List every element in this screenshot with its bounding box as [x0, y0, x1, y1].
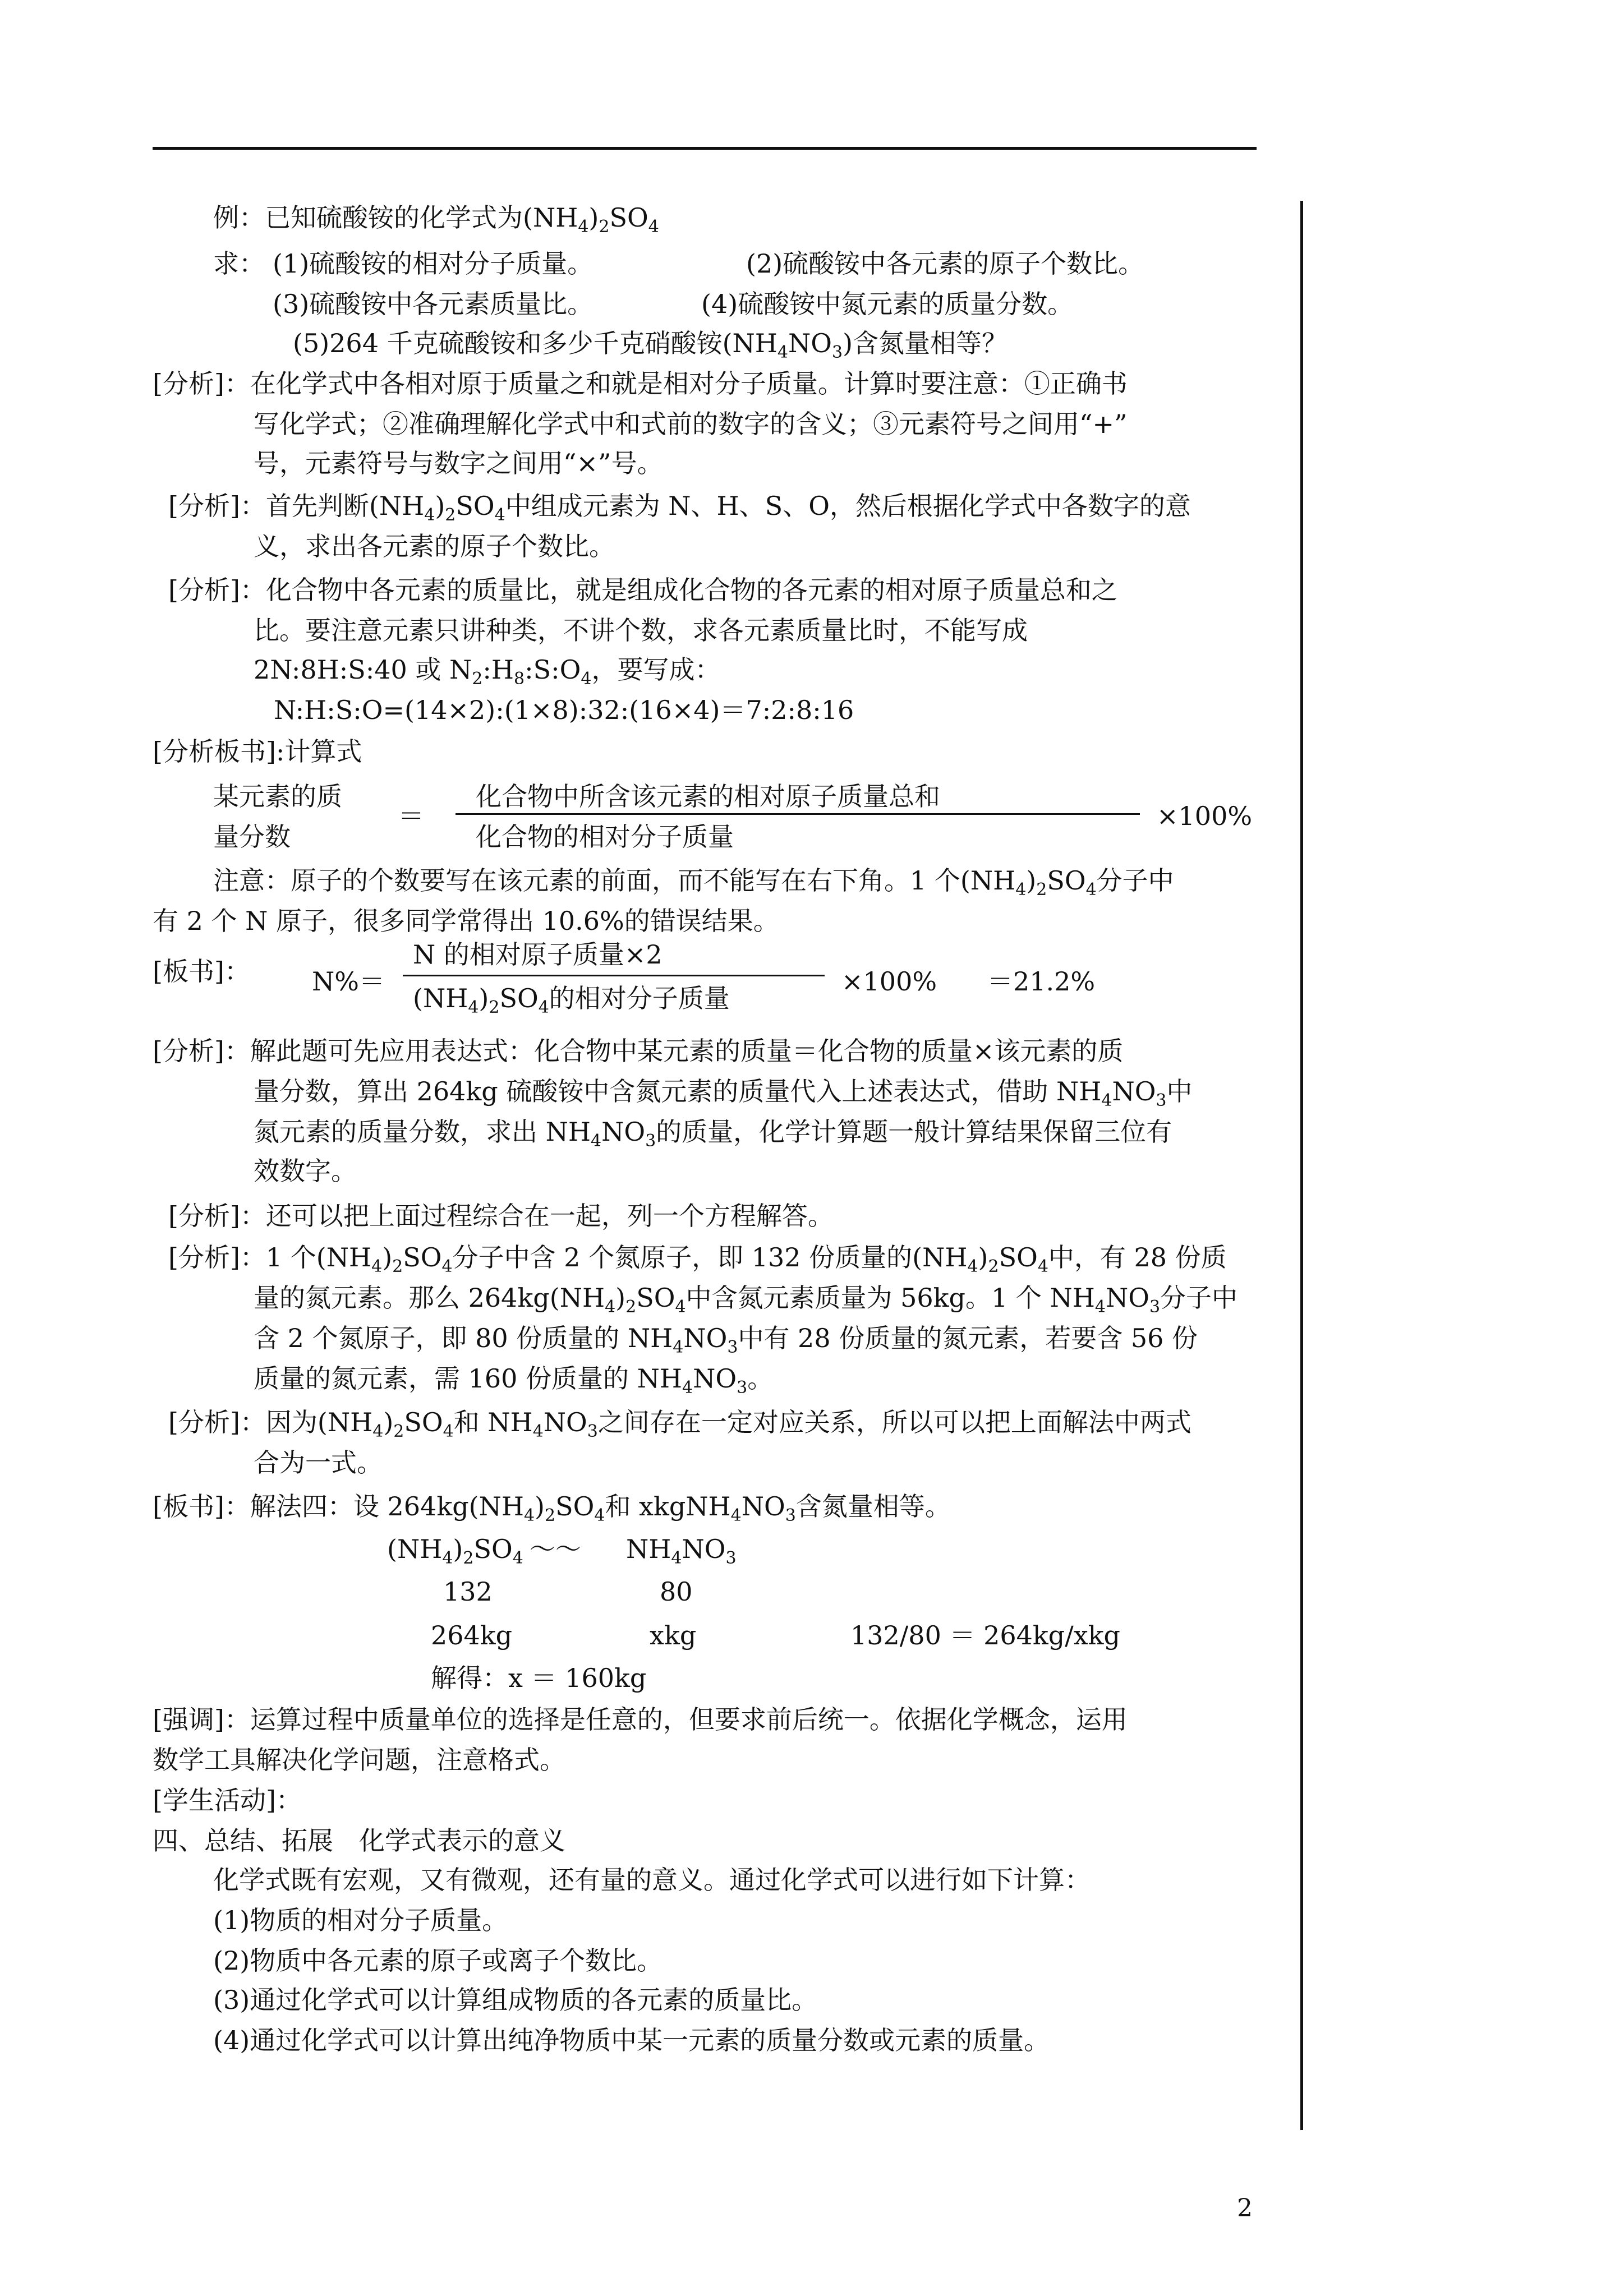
analysis-6-line-3: 含 2 个氮原子，即 80 份质量的 $NH_4NO_3$中有 28 份质量的氮元素，若要含 56 份 — [254, 1323, 1198, 1357]
analysis-4-line-3: 氮元素的质量分数，求出 $NH_4NO_3$的质量，化学计算题一般计算结果保留三位有 — [254, 1117, 1172, 1151]
emphasis-line-2: 数学工具解决化学问题，注意格式。 — [153, 1745, 565, 1775]
question-1: (1)硫酸铵的相对分子质量。 — [273, 248, 594, 279]
solution-result: 解得：x ＝ 160kg — [431, 1663, 647, 1693]
n-percent-lhs: N%＝ — [312, 966, 385, 997]
example-given: 例：已知硫酸铵的化学式为$(NH_4)_2SO_4$ — [213, 202, 659, 237]
summary-intro: 化学式既有宏观，又有微观，还有量的意义。通过化学式可以进行如下计算： — [213, 1865, 1091, 1895]
ask-label: 求： — [213, 248, 265, 279]
note-line-1: 注意：原子的个数要写在该元素的前面，而不能写在右下角。1 个$(NH_4)_2SO_4$分子中 — [213, 865, 1174, 900]
analysis-4-line-4: 效数字。 — [254, 1156, 357, 1186]
fraction-bar — [456, 813, 1140, 815]
mass-fraction-lhs-2: 量分数 — [213, 822, 291, 852]
analysis-7-line-1: [分析]：因为$(NH_4)_2SO_4$和 $NH_4NO_3$之间存在一定对应关系，所以可以把上面解法中两式 — [168, 1407, 1191, 1441]
question-3: (3)硫酸铵中各元素质量比。 — [273, 289, 594, 319]
n-fraction-denominator: $(NH_4)_2SO_4$的相对分子质量 — [413, 983, 730, 1017]
analysis-4-line-1: [分析]：解此题可先应用表达式：化合物中某元素的质量＝化合物的质量×该元素的质 — [153, 1036, 1124, 1066]
question-2: (2)硫酸铵中各元素的原子个数比。 — [746, 248, 1144, 279]
analysis-1-line-2: 写化学式；②准确理解化学式中和式前的数字的含义；③元素符号之间用“+” — [254, 409, 1128, 439]
relation-formula-left: $(NH_4)_2SO_4$ — [387, 1534, 523, 1568]
emphasis-line-1: [强调]：运算过程中质量单位的选择是任意的，但要求前后统一。依据化学概念，运用 — [153, 1704, 1128, 1735]
analysis-7-line-2: 合为一式。 — [254, 1447, 383, 1478]
analysis-5: [分析]：还可以把上面过程综合在一起，列一个方程解答。 — [168, 1201, 834, 1231]
analysis-3-line-1: [分析]：化合物中各元素的质量比，就是组成化合物的各元素的相对原子质量总和之 — [168, 575, 1117, 605]
summary-item-2: (2)物质中各元素的原子或离子个数比。 — [213, 1945, 663, 1976]
board-2-label: [板书]： — [153, 956, 250, 986]
margin-rule — [1300, 201, 1303, 2130]
mass-right: xkg — [650, 1620, 697, 1650]
note-line-2: 有 2 个 N 原子，很多同学常得出 10.6%的错误结果。 — [153, 906, 779, 936]
proportion-equation: 132/80 ＝ 264kg/xkg — [850, 1620, 1120, 1650]
molar-mass-right: 80 — [660, 1576, 693, 1607]
n-fraction-numerator: N 的相对原子质量×2 — [413, 939, 663, 970]
n-fraction-bar — [403, 975, 825, 976]
analysis-6-line-2: 量的氮元素。那么 $264kg(NH_4)_2SO_4$中含氮元素质量为 56kg。1 个 $NH_4NO_3$分子中 — [254, 1283, 1238, 1317]
n-percent-result: ＝21.2% — [987, 966, 1096, 997]
question-5: (5)264 千克硫酸铵和多少千克硝酸铵$(NH_4NO_3)$含氮量相等？ — [293, 328, 1008, 362]
fraction-denominator: 化合物的相对分子质量 — [476, 822, 734, 852]
analysis-4-line-2: 量分数，算出 264kg 硫酸铵中含氮元素的质量代入上述表达式，借助 $NH_4NO_3$中 — [254, 1076, 1193, 1110]
analysis-2-line-1: [分析]：首先判断$(NH_4)_2SO_4$中组成元素为 N、H、S、O，然后根据化学式中各数字的意 — [168, 491, 1191, 525]
board-formula-label: [分析板书]:计算式 — [153, 736, 362, 767]
mass-fraction-lhs-1: 某元素的质 — [213, 781, 342, 812]
analysis-3-line-2: 比。要注意元素只讲种类，不讲个数，求各元素质量比时，不能写成 — [254, 615, 1028, 646]
analysis-3-line-3: 2N:8H:S:40 或 $N_2:H_8:S:O_4$，要写成： — [254, 654, 721, 689]
fraction-numerator: 化合物中所含该元素的相对原子质量总和 — [476, 781, 940, 812]
summary-item-3: (3)通过化学式可以计算组成物质的各元素的质量比。 — [213, 1985, 818, 2015]
summary-item-1: (1)物质的相对分子质量。 — [213, 1905, 508, 1935]
mass-ratio-result: N:H:S:O=(14×2):(1×8):32:(16×4)＝7:2:8:16 — [274, 695, 854, 725]
question-4: (4)硫酸铵中氮元素的质量分数。 — [701, 289, 1074, 319]
mass-left: 264kg — [431, 1620, 513, 1650]
percent-multiplier: ×100% — [1157, 801, 1253, 831]
molar-mass-left: 132 — [443, 1576, 493, 1607]
summary-item-4: (4)通过化学式可以计算出纯净物质中某一元素的质量分数或元素的质量。 — [213, 2025, 1050, 2055]
analysis-1-line-1: [分析]：在化学式中各相对原于质量之和就是相对分子质量。计算时要注意：①正确书 — [153, 368, 1128, 399]
method-four-line: [板书]：解法四：设 $264kg(NH_4)_2SO_4$和 $xkgNH_4NO_3$含氮量相等。 — [153, 1491, 951, 1525]
equals-sign: ＝ — [398, 801, 424, 831]
analysis-6-line-1: [分析]：1 个$(NH_4)_2SO_4$分子中含 2 个氮原子，即 132 份质量的$(NH_4)_2SO_4$中，有 28 份质 — [168, 1242, 1227, 1276]
n-percent-multiplier: ×100% — [841, 966, 937, 997]
analysis-1-line-3: 号，元素符号与数字之间用“×”号。 — [254, 448, 663, 478]
page-number: 2 — [1237, 2194, 1253, 2223]
student-activity: [学生活动]： — [153, 1785, 302, 1815]
analysis-2-line-2: 义，求出各元素的原子个数比。 — [254, 531, 615, 561]
relation-formula-right: $NH_4NO_3$ — [626, 1534, 737, 1568]
analysis-6-line-4: 质量的氮元素，需 160 份质量的 $NH_4NO_3$。 — [254, 1363, 774, 1398]
summary-heading: 四、总结、拓展 化学式表示的意义 — [153, 1825, 565, 1856]
header-rule — [153, 147, 1257, 150]
relation-tilde: ～～ — [530, 1534, 581, 1564]
